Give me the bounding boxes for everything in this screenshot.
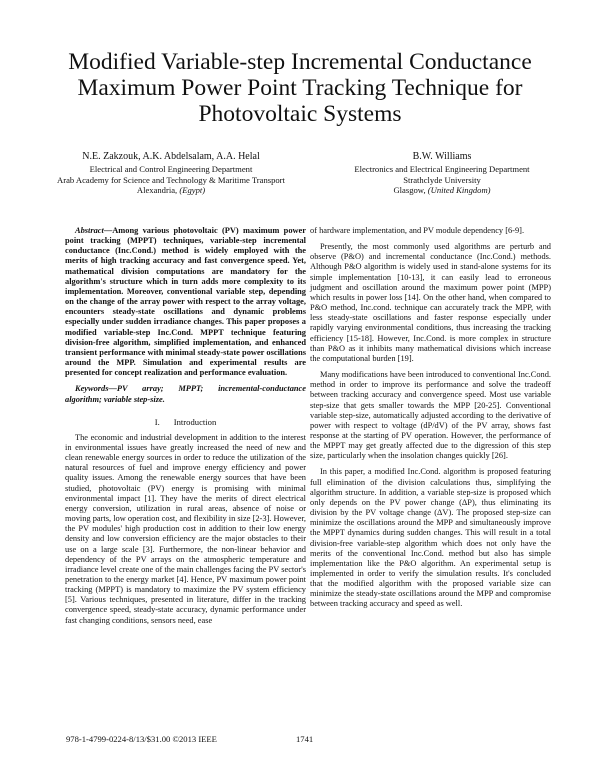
paragraph: The economic and industrial development in addition to the interest in environmental issues have greatly increased the need of new and clean renewable energy sources in order to reduce the utilization of the natural resources of fuel and improve energy efficiency and power quality issues. Among the renewable energy sources that have been studied, photovoltaic (PV) energy is promising with minimal environmental impact [1]. They have the merits of direct electrical energy conversion, utilization in rural areas, absence of noise or moving parts, low operation cost, and flexibility in size [2-3]. However, the PV modules' high production cost in addition to their low energy density and low conversion efficiency are the major obstacles to their use on a large scale [3]. Furthermore, the non-linear behavior and dependency of the PV arrays on the atmospheric temperature and irradiance level create one of the main challenges facing the PV sector's penetration to the energy market [4]. Hence, PV maximum power point tracking (MPPT) is mandatory to maximize the PV system efficiency [5]. Various techniques, presented in literature, differ in the tracking convergence speed, steady-state accuracy, dynamic performance under fast changing conditions, sensors need, ease [65,432,306,625]
author-institution: Strathclyde University [403,174,481,185]
author-block-right [318,151,566,196]
section-heading-introduction: I. Introduction [154,416,217,427]
paragraph: Presently, the most commonly used algorithms are perturb and observe (P&O) and incremental conductance (Inc.Cond.) methods. Although P&O algorithm is widely used in stand-alone systems for its simple implementation [10-13], it can easily lead to erroneous judgment and oscillation around the maximum power point (MPP) which results in power loss [14]. On the other hand, when compared to P&O method, Inc.cond. technique can accurately track the MPP, with less steady-state oscillations and faster response especially under rapidly varying environmental conditions, thus increasing the tracking efficiency [15-18]. However, Inc.Cond. is more complex in structure than P&O as it inhibits many mathematical divisions which increase the computational burden [19]. [310,242,551,363]
title-line-1: Modified Variable-step Incremental Conductance [68,49,532,75]
abstract-text: Among various photovoltaic (PV) maximum power point tracking (MPPT) techniques, variable-step incremental conductance (Inc.Cond.) method is widely employed with the merits of high tracking accuracy and fast convergence speed. Yet, mathematical division computations are mandatory for the algorithm's structure which in turn adds more complexity to its implementation. Moreover, conventional variable step, depending on the change of the array power with respect to the array voltage, encounters steady-state oscillations and dynamic problems especially under sudden irradiance changes. This paper proposes a modified variable-step Inc.Cond. MPPT technique featuring division-free algorithm, simplified implementation, and enhanced transient performance with minimal steady-state power oscillations around the MPP. Simulation and experimental results are presented for concept realization and performance evaluation. [65,226,306,378]
right-column [310,226,551,616]
title-line-2: Maximum Power Point Tracking Technique for [77,75,523,101]
keywords-text: —PV array; MPPT; incremental-conductance algorithm; variable step-size. [65,384,306,404]
paragraph: Many modifications have been introduced to conventional Inc.Cond. method in order to improve its performance and solve the tradeoff between tracking accuracy and convergence speed. Most use variable step-size that gets smaller towards the MPP [20-25]. Conventional variable step-size, automatically adjusted according to the derivative of power with respect to voltage (dP/dV) of the PV array, shows fast response at the starting of PV operation. However, the performance of the MPPT may get greatly affected due to the digression of this step size, particularly when the insolation changes quickly [26]. [310,370,551,461]
author-names: B.W. Williams [412,151,472,162]
author-institution: Arab Academy for Science and Technology & Maritime Transport [57,174,285,185]
keywords [65,384,306,404]
title-line-3: Photovoltaic Systems [198,101,402,127]
author-block-left [40,151,302,196]
abstract-label: Abstract [75,226,104,235]
author-department: Electrical and Control Engineering Department [89,164,253,174]
author-location: Alexandria, (Egypt) [136,185,206,196]
abstract: Abstract—Among various photovoltaic (PV) maximum power point tracking (MPPT) techniques, variable-step incremental conductance (Inc.Cond.) method is widely employed with the merits of high tracking accuracy and fast convergence speed. Yet, mathematical division computations are mandatory for the algorithm's structure which in turn adds more complexity to its implementation. Moreover, conventional variable step, depending on the change of the array power with respect to the array voltage, encounters steady-state oscillations and dynamic problems especially under sudden irradiance changes. This paper proposes a modified variable-step Inc.Cond. MPPT technique featuring division-free algorithm, simplified implementation, and enhanced transient performance with minimal steady-state power oscillations around the MPP. Simulation and experimental results are presented for concept realization and performance evaluation. [65,226,306,378]
author-names: N.E. Zakzouk, A.K. Abdelsalam, A.A. Helal [82,151,260,162]
paragraph: In this paper, a modified Inc.Cond. algorithm is proposed featuring full elimination of the division calculations thus, simplifying the algorithm structure. In addition, a variable step-size is proposed which only depends on the PV power change (ΔP), thus eliminating its division by the PV voltage change (ΔV). The proposed step-size can minimize the oscillations around the MPP and simultaneously improve the MPPT dynamics during sudden changes. This will result in a total division-free variable-step algorithm which does not only have the merits of the conventional Inc.Cond. method but also has simple implementation like the P&O algorithm. An experimental setup is implemented in order to verify the simulation results. It's concluded that the modified algorithm with the proposed variable size can minimize the steady-state oscillations around the MPP and compromise between tracking accuracy and speed as well. [310,467,551,609]
footer-isbn: 978-1-4799-0224-8/13/$31.00 ©2013 IEEE [66,734,217,744]
keywords-label: Keywords [75,384,109,394]
paper-title [40,49,560,127]
author-location: Glasgow, (United Kingdom) [393,185,491,196]
left-column [65,226,306,632]
author-department: Electronics and Electrical Engineering Department [354,164,530,174]
paragraph: of hardware implementation, and PV module dependency [6-9]. [310,226,525,235]
page-number: 1741 [296,734,314,744]
